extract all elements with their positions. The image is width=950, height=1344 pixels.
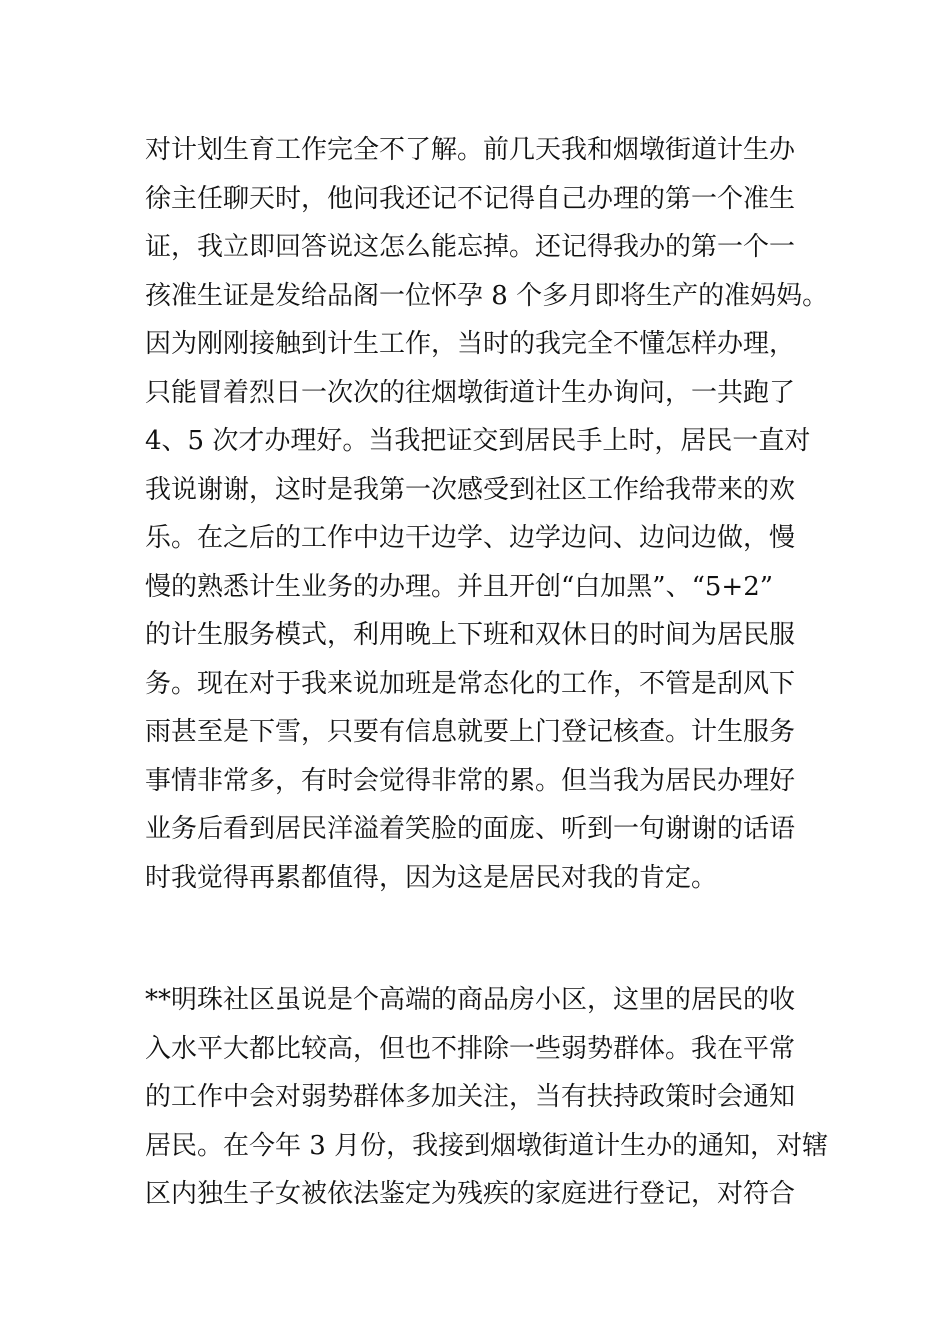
text-line: 务。现在对于我来说加班是常态化的工作，不管是刮风下 (145, 668, 796, 699)
text-line: 事情非常多，有时会觉得非常的累。但当我为居民办理好 (145, 765, 796, 796)
text-line: 对计划生育工作完全不了解。前几天我和烟墩街道计生办 (145, 135, 796, 165)
text-line: 4、5 次才办理好。当我把证交到居民手上时，居民一直对 (145, 426, 811, 456)
text-line: 区内独生子女被依法鉴定为残疾的家庭进行登记，对符合 (145, 1179, 796, 1209)
text-line: 徐主任聊天时，他问我还记不记得自己办理的第一个准生 (145, 183, 796, 214)
text-line: 的工作中会对弱势群体多加关注，当有扶持政策时会通知 (145, 1082, 796, 1112)
text-line: 居民。在今年 3 月份，我接到烟墩街道计生办的通知，对辖 (145, 1130, 829, 1161)
text-line: **明珠社区虽说是个高端的商品房小区，这里的居民的收 (145, 985, 796, 1015)
text-line: 的计生服务模式，利用晚上下班和双休日的时间为居民服 (145, 620, 796, 650)
text-line: 慢的熟悉计生业务的办理。并且开创“白加黑”、“5+2” (145, 571, 774, 602)
text-line: 入水平大都比较高，但也不排除一些弱势群体。我在平常 (145, 1033, 796, 1064)
text-line: 我说谢谢，这时是我第一次感受到社区工作给我带来的欢 (145, 474, 796, 505)
text-line: 证，我立即回答说这怎么能忘掉。还记得我办的第一个一 (145, 232, 796, 262)
text-line: 时我觉得再累都值得，因为这是居民对我的肯定。 (145, 862, 718, 893)
text-line: 因为刚刚接触到计生工作，当时的我完全不懂怎样办理， (145, 329, 796, 359)
text-line: 孩准生证是发给品阁一位怀孕 8 个多月即将生产的准妈妈。 (145, 280, 829, 311)
text-line: 雨甚至是下雪，只要有信息就要上门登记核查。计生服务 (145, 717, 796, 747)
text-line: 乐。在之后的工作中边干边学、边学边问、边问边做，慢 (145, 523, 796, 553)
paragraph-2 (145, 976, 829, 1219)
text-line: 只能冒着烈日一次次的往烟墩街道计生办询问，一共跑了 (145, 377, 796, 408)
text-line: 业务后看到居民洋溢着笑脸的面庞、听到一句谢谢的话语 (145, 814, 796, 844)
paragraph-1 (145, 126, 829, 902)
